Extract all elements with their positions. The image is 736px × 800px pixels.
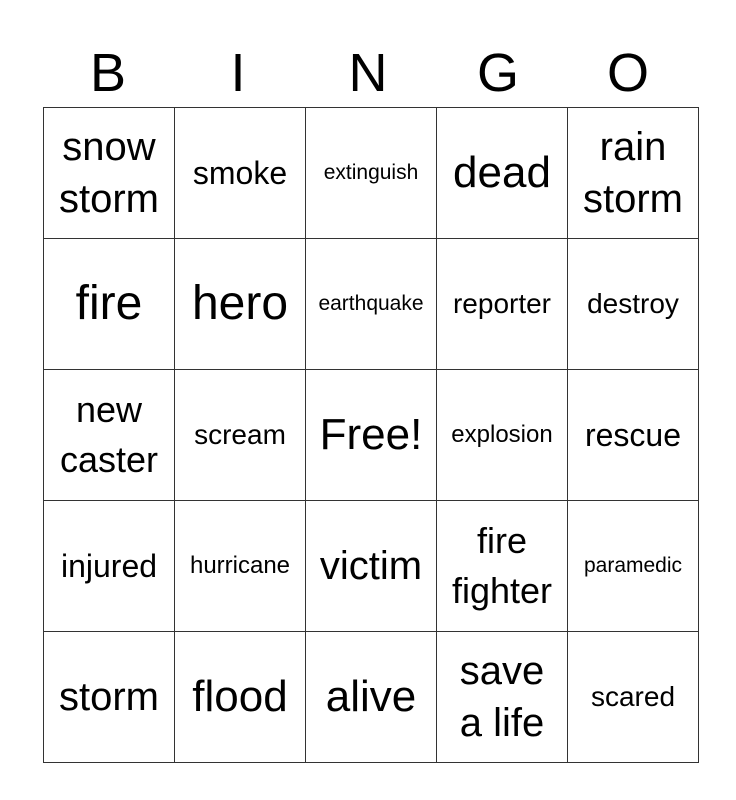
bingo-cell[interactable] [568,239,699,370]
bingo-cell[interactable] [568,370,699,501]
cell-label: dead [453,148,551,197]
bingo-cell[interactable] [437,370,568,501]
cell-label: snow storm [59,125,159,221]
bingo-cell[interactable] [437,501,568,632]
bingo-cell[interactable] [44,239,175,370]
cell-label: hero [191,277,289,330]
board-row [44,108,699,239]
bingo-board [43,107,699,763]
bingo-cell[interactable] [44,370,175,501]
cell-label: smoke [192,155,288,191]
bingo-cell[interactable] [44,501,175,632]
bingo-cell[interactable] [44,632,175,763]
bingo-cell[interactable] [437,108,568,239]
cell-label: flood [192,672,288,721]
cell-label: paramedic [583,554,683,577]
cell-label: rescue [584,417,682,453]
header-letter-o: O [606,43,649,103]
cell-label: reporter [452,288,552,319]
cell-label: scared [590,681,676,712]
cell-label: injured [60,548,158,584]
cell-label: explosion [451,421,553,448]
bingo-cell[interactable] [568,501,699,632]
cell-label: save a life [459,649,545,745]
bingo-cell[interactable] [306,239,437,370]
bingo-cell[interactable] [437,632,568,763]
header-letter-b: B [89,43,127,103]
bingo-cell[interactable] [175,632,306,763]
cell-label: rain storm [583,125,683,221]
cell-label: earthquake [318,292,424,315]
board-row [44,370,699,501]
header-letter-i: I [230,43,246,103]
bingo-cell[interactable] [44,108,175,239]
bingo-cell[interactable] [437,239,568,370]
cell-label: new caster [59,389,159,480]
bingo-cell[interactable] [175,108,306,239]
bingo-header [43,38,693,108]
bingo-cell[interactable] [175,239,306,370]
bingo-cell[interactable] [175,370,306,501]
bingo-cell[interactable] [306,108,437,239]
cell-label: scream [194,419,286,450]
header-letter-g: G [476,43,519,103]
cell-label: alive [325,672,417,721]
bingo-cell[interactable] [306,632,437,763]
cell-label: fire fighter [451,520,553,611]
bingo-cell[interactable] [175,501,306,632]
board-row [44,239,699,370]
cell-label: fire [75,277,143,330]
cell-label: destroy [587,288,679,319]
cell-label: hurricane [189,552,291,579]
bingo-cell[interactable] [568,108,699,239]
free-space-label: Free! [319,410,423,459]
header-letter-n: N [348,43,388,103]
board-row [44,632,699,763]
bingo-cell[interactable] [568,632,699,763]
board-row [44,501,699,632]
bingo-cell-free[interactable] [306,370,437,501]
cell-label: extinguish [323,161,419,184]
cell-label: storm [59,675,159,719]
bingo-cell[interactable] [306,501,437,632]
cell-label: victim [319,544,423,588]
